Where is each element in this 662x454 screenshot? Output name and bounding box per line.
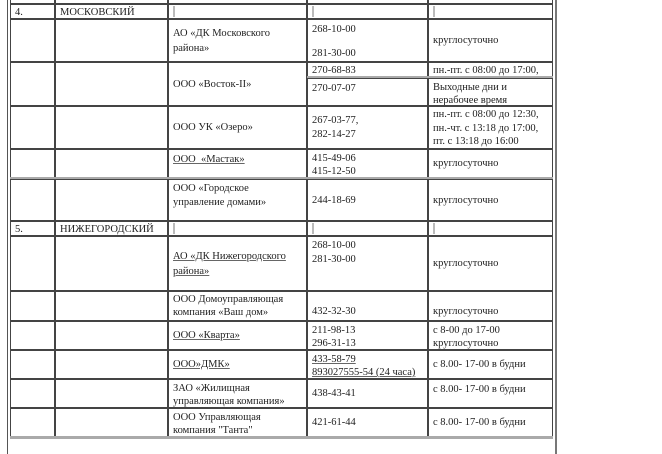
company-name: ООО Домоуправляющая компания «Ваш дом» xyxy=(168,291,307,321)
phones-cell xyxy=(307,350,428,379)
table-cell xyxy=(10,321,55,350)
table-cell xyxy=(168,4,307,19)
company-name: ООО «Восток-II» xyxy=(168,62,307,106)
table-cell xyxy=(55,291,168,321)
phone-number: 281-30-00 xyxy=(312,254,356,265)
company-link[interactable] xyxy=(168,236,307,291)
phones-cell xyxy=(307,149,428,178)
phone-number: 282-14-27 xyxy=(312,128,356,140)
district-number: 4. xyxy=(10,4,55,19)
table-cell xyxy=(10,291,55,321)
table-cell xyxy=(10,179,55,221)
phone-number: 281-30-00 xyxy=(312,48,356,59)
phone-number: 270-68-83 xyxy=(307,62,428,77)
table-cell xyxy=(55,321,168,350)
working-hours: круглосуточно xyxy=(428,149,553,178)
phone-number: 421-61-44 xyxy=(307,408,428,437)
table-cell xyxy=(10,379,55,408)
table-cell xyxy=(428,4,553,19)
district-name: МОСКОВСКИЙ xyxy=(55,4,168,19)
hours-cell xyxy=(428,321,553,350)
company-name[interactable]: ООО «Кварта» xyxy=(173,330,240,341)
phone-number: 268-10-00 xyxy=(312,24,356,35)
table-cell xyxy=(10,408,55,437)
district-name: НИЖЕГОРОДСКИЙ xyxy=(55,221,168,236)
table-cell xyxy=(10,106,55,149)
company-name: ООО «Городское управление домами» xyxy=(168,179,307,221)
phone-number: 438-43-41 xyxy=(307,379,428,408)
phone-number: 296-31-13 xyxy=(312,338,356,349)
district-number: 5. xyxy=(10,221,55,236)
table-cell xyxy=(55,236,168,291)
company-name[interactable]: ООО»ДМК» xyxy=(173,359,230,370)
table-cell xyxy=(55,106,168,149)
company-name[interactable]: АО «ДК Нижегородского района» xyxy=(173,250,286,277)
phones-cell xyxy=(307,321,428,350)
phone-number: 211-98-13 xyxy=(312,325,356,336)
table-cell xyxy=(10,62,55,106)
working-hours: с 8.00- 17-00 в будни xyxy=(428,350,553,379)
table-cell xyxy=(55,379,168,408)
table-cell xyxy=(55,179,168,221)
working-hours: с 8-00 до 17-00 xyxy=(433,325,500,336)
table-cell xyxy=(307,4,428,19)
company-name: ЗАО «Жилищная управляющая компания» xyxy=(168,379,307,408)
table-cell xyxy=(55,19,168,62)
table-cell xyxy=(10,350,55,379)
phone-link[interactable]: 893027555-54 (24 часа) xyxy=(312,367,416,378)
phones-cell xyxy=(307,236,428,291)
phone-number: 268-10-00 xyxy=(312,240,356,251)
phone-link[interactable]: 433-58-79 xyxy=(312,354,356,365)
phone-number: 244-18-69 xyxy=(307,179,428,221)
working-hours: пн.-пт. с 08:00 до 17:00, xyxy=(428,62,553,77)
table-cell xyxy=(55,408,168,437)
phone-number: 267-03-77, xyxy=(312,114,359,126)
phone-number: 432-32-30 xyxy=(307,291,428,321)
company-link[interactable] xyxy=(168,321,307,350)
table-cell xyxy=(55,350,168,379)
table-cell xyxy=(10,236,55,291)
working-hours: круглосуточно xyxy=(428,19,553,62)
working-hours: круглосуточно xyxy=(428,179,553,221)
phones-cell xyxy=(307,106,428,149)
table-cell xyxy=(307,221,428,236)
table-cell xyxy=(10,19,55,62)
working-hours: с 8.00- 17-00 в будни xyxy=(428,379,553,408)
company-name: ООО УК «Озеро» xyxy=(168,106,307,149)
phone-number: 415-49-06 xyxy=(312,153,356,164)
working-hours: круглосуточно xyxy=(433,338,499,349)
company-name: АО «ДК Московского района» xyxy=(168,19,307,62)
table-cell xyxy=(10,149,55,178)
working-hours: круглосуточно xyxy=(428,236,553,291)
table-cell xyxy=(55,62,168,106)
working-hours: пн.-пт. с 08:00 до 12:30, пн.-чт. с 13:18 до 17:00, пт. с 13:18 до 16:00 xyxy=(428,106,553,149)
working-hours: с 8.00- 17-00 в будни xyxy=(428,408,553,437)
phone-number: 270-07-07 xyxy=(307,78,428,106)
company-name: ООО Управляющая компания "Танта" xyxy=(168,408,307,437)
phones-cell xyxy=(307,19,428,62)
table-cell xyxy=(428,221,553,236)
working-hours: круглосуточно xyxy=(428,291,553,321)
working-hours: Выходные дни и нерабочее время xyxy=(428,78,553,106)
table-cell xyxy=(168,221,307,236)
company-name[interactable]: ООО «Мастак» xyxy=(173,154,245,165)
table-cell xyxy=(55,149,168,178)
company-link[interactable] xyxy=(168,149,307,178)
company-link[interactable] xyxy=(168,350,307,379)
phone-number: 415-12-50 xyxy=(312,166,356,177)
